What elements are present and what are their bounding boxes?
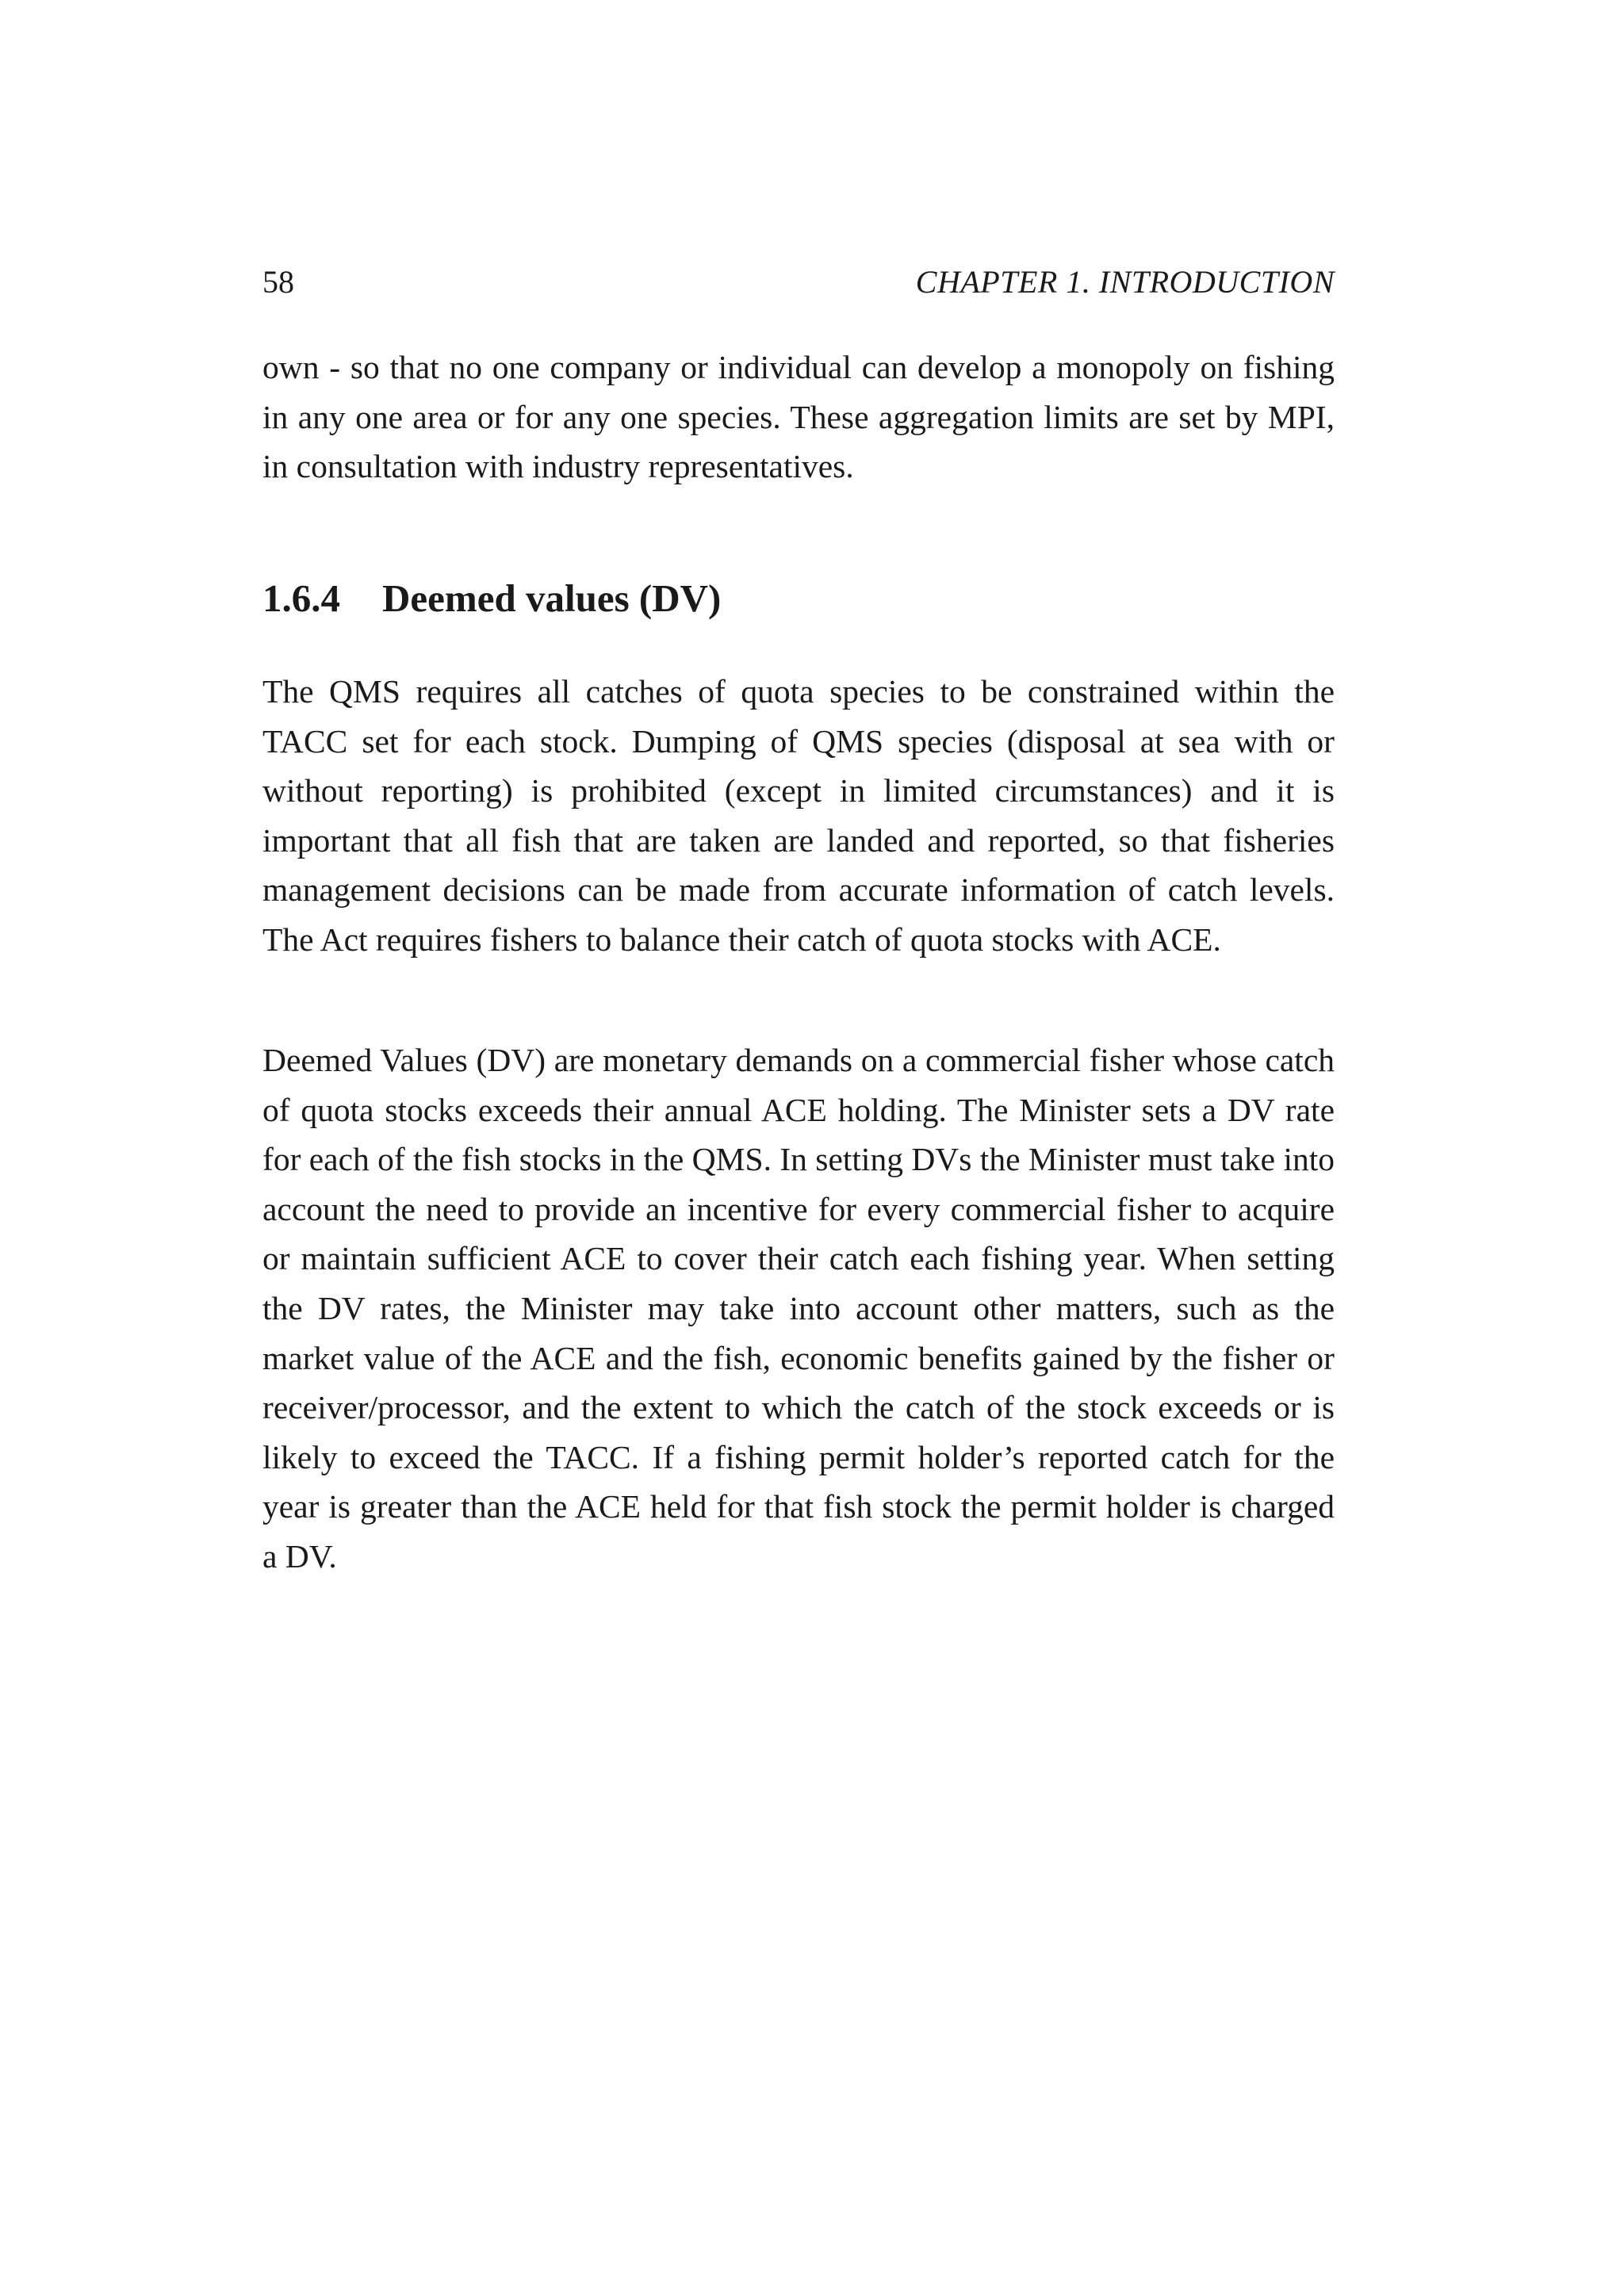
page-number: 58 [262,264,294,300]
section-heading [262,571,1335,626]
chapter-title: CHAPTER 1. INTRODUCTION [915,264,1335,300]
paragraph-qms-requirements: The QMS requires all catches of quota species to be constrained within the TACC set for each stock. Dumping of QMS species (disposal at sea with or without reporting) is prohibited (except in limited circumstances) and it is important that all fish that are taken are landed and reported, so that fisheries management decisions can be made from accurate information of catch levels. The Act requires fishers to balance their catch of quota stocks with ACE. [262,673,1335,958]
paragraph-aggregation-limits: own - so that no one company or individual can develop a monopoly on fishing in any one area or for any one species. These aggregation limits are set by MPI, in consultation with industry representatives. [262,349,1335,485]
running-header [262,260,1335,304]
document-page [262,0,1335,2296]
section-title: Deemed values (DV) [382,576,722,620]
section-number: 1.6.4 [262,576,340,620]
paragraph-deemed-values: Deemed Values (DV) are monetary demands on a commercial fisher whose catch of quota stocks exceeds their annual ACE holding. The Minister sets a DV rate for each of the fish stocks in the QMS. In setting DVs the Minister must take into account the need to provide an incentive for every commercial fisher to acquire or maintain sufficient ACE to cover their catch each fishing year. When setting the DV rates, the Minister may take into account other matters, such as the market value of the ACE and the fish, economic benefits gained by the fisher or receiver/processor, and the extent to which the catch of the stock exceeds or is likely to exceed the TACC. If a fishing permit holder’s reported catch for the year is greater than the ACE held for that fish stock the permit holder is charged a DV. [262,1042,1335,1575]
